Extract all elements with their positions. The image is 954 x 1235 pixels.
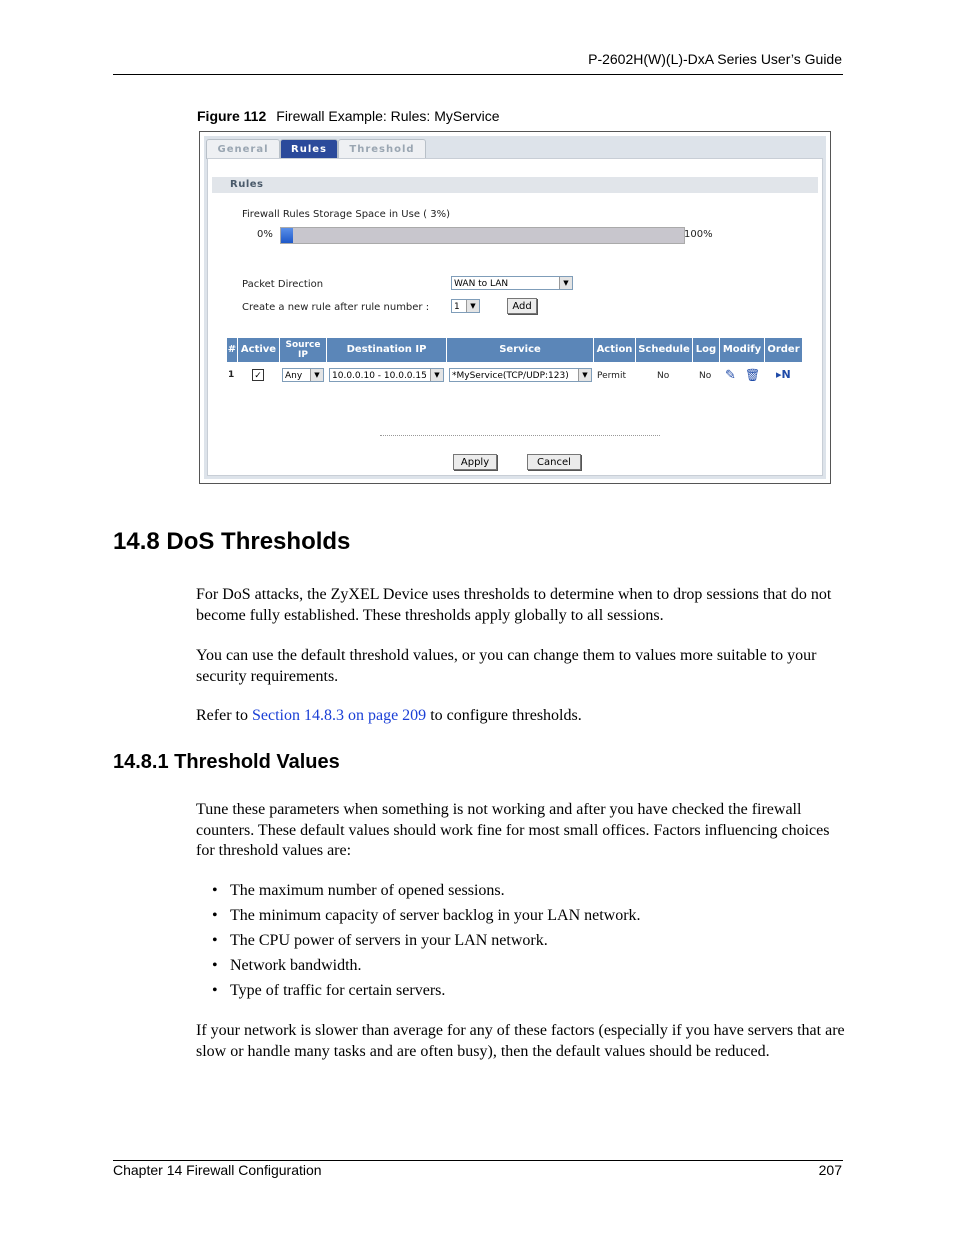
tab-general[interactable]: General xyxy=(206,139,280,159)
rules-panel xyxy=(207,158,823,476)
schedule-value: No xyxy=(657,371,670,381)
running-header: P-2602H(W)(L)-DxA Series User’s Guide xyxy=(588,51,842,67)
storage-label: Firewall Rules Storage Space in Use ( 3%) xyxy=(242,209,451,220)
firewall-screenshot xyxy=(199,131,831,484)
add-button[interactable]: Add xyxy=(507,298,537,314)
create-rule-label: Create a new rule after rule number : xyxy=(242,302,430,313)
chevron-down-icon: ▼ xyxy=(578,369,591,381)
apply-button[interactable]: Apply xyxy=(453,454,497,470)
paragraph-3 xyxy=(196,706,846,727)
figure-number: Figure 112 xyxy=(197,108,267,124)
list-item: • Network bandwidth. xyxy=(212,957,362,974)
trash-icon[interactable]: 🗑 xyxy=(745,368,761,382)
service-value: *MyService(TCP/UDP:123) xyxy=(452,371,569,381)
section-heading: 14.8 DoS Thresholds xyxy=(113,528,351,555)
header-rule xyxy=(113,74,843,75)
footer-rule xyxy=(113,1160,843,1161)
bar-max-label: 100% xyxy=(684,229,713,240)
source-ip-value: Any xyxy=(285,371,303,381)
col-header-modify: Modify xyxy=(720,338,764,362)
rule-number-select[interactable] xyxy=(451,299,480,313)
chevron-down-icon: ▼ xyxy=(466,300,479,312)
chevron-down-icon: ▼ xyxy=(559,277,572,289)
bar-min-label: 0% xyxy=(257,229,273,240)
col-header-schedule: Schedule xyxy=(636,338,692,362)
footer-chapter: Chapter 14 Firewall Configuration xyxy=(113,1162,322,1178)
subsection-intro: Tune these parameters when something is not working and after you have checked the firewall counters. These default values should work fine for most small offices. Factors influencing choices for threshold values are: xyxy=(196,801,830,859)
action-value: Permit xyxy=(597,371,626,381)
paragraph-1: For DoS attacks, the ZyXEL Device uses thresholds to determine when to drop sessions that do not become fully established. These thresholds apply globally to all sessions. xyxy=(196,586,832,624)
chevron-down-icon: ▼ xyxy=(310,369,323,381)
list-item: • Type of traffic for certain servers. xyxy=(212,982,446,999)
service-select[interactable] xyxy=(449,368,592,382)
figure-title: Firewall Example: Rules: MyService xyxy=(276,108,500,124)
figure-caption xyxy=(197,108,500,124)
log-value: No xyxy=(699,371,712,381)
col-header-order: Order xyxy=(765,338,802,362)
page-number: 207 xyxy=(818,1162,842,1178)
col-header-log: Log xyxy=(693,338,719,362)
active-checkbox[interactable]: ✓ xyxy=(252,369,264,381)
screenshot-frame xyxy=(204,136,826,479)
col-header-service: Service xyxy=(447,338,593,362)
col-header-source-ip: Source IP xyxy=(280,338,326,362)
rules-table xyxy=(227,338,807,388)
cancel-button[interactable]: Cancel xyxy=(527,454,581,470)
list-item: • The maximum number of opened sessions. xyxy=(212,882,505,899)
dotted-divider xyxy=(380,435,660,436)
packet-direction-value: WAN to LAN xyxy=(454,279,509,289)
rule-number-value: 1 xyxy=(454,302,460,312)
tab-threshold[interactable]: Threshold xyxy=(338,139,426,159)
chevron-down-icon: ▼ xyxy=(430,369,443,381)
rules-section-bar: Rules xyxy=(212,177,818,193)
factor-list xyxy=(212,881,641,1006)
packet-direction-label: Packet Direction xyxy=(242,279,324,290)
paragraph-2: You can use the default threshold values, or you can change them to values more suitable to your security requirements. xyxy=(196,647,817,685)
destination-ip-select[interactable] xyxy=(329,368,444,382)
edit-icon[interactable]: ✎ xyxy=(725,368,736,383)
col-header-active: Active xyxy=(238,338,279,362)
row-number: 1 xyxy=(228,370,235,380)
paragraph-3-before: Refer to xyxy=(196,707,252,724)
storage-progress-fill xyxy=(281,228,293,243)
packet-direction-select[interactable] xyxy=(451,276,573,290)
source-ip-select[interactable] xyxy=(282,368,324,382)
list-item: • The minimum capacity of server backlog in your LAN network. xyxy=(212,907,641,924)
closing-paragraph: If your network is slower than average for any of these factors (especially if you have servers that are slow or handle many tasks and are often busy), then the default values should be reduced. xyxy=(196,1022,845,1060)
storage-progress-bar xyxy=(280,227,685,244)
move-icon[interactable]: ▸N xyxy=(776,368,791,381)
tab-rules[interactable]: Rules xyxy=(280,139,338,159)
subsection-heading: 14.8.1 Threshold Values xyxy=(113,751,340,773)
paragraph-3-after: to configure thresholds. xyxy=(426,707,582,724)
list-item: • The CPU power of servers in your LAN network. xyxy=(212,932,548,949)
col-header-action: Action xyxy=(594,338,635,362)
section-cross-reference-link[interactable]: Section 14.8.3 on page 209 xyxy=(251,707,427,724)
destination-ip-value: 10.0.0.10 - 10.0.0.15 xyxy=(332,371,427,381)
col-header-num: # xyxy=(227,338,237,362)
col-header-destination-ip: Destination IP xyxy=(327,338,446,362)
